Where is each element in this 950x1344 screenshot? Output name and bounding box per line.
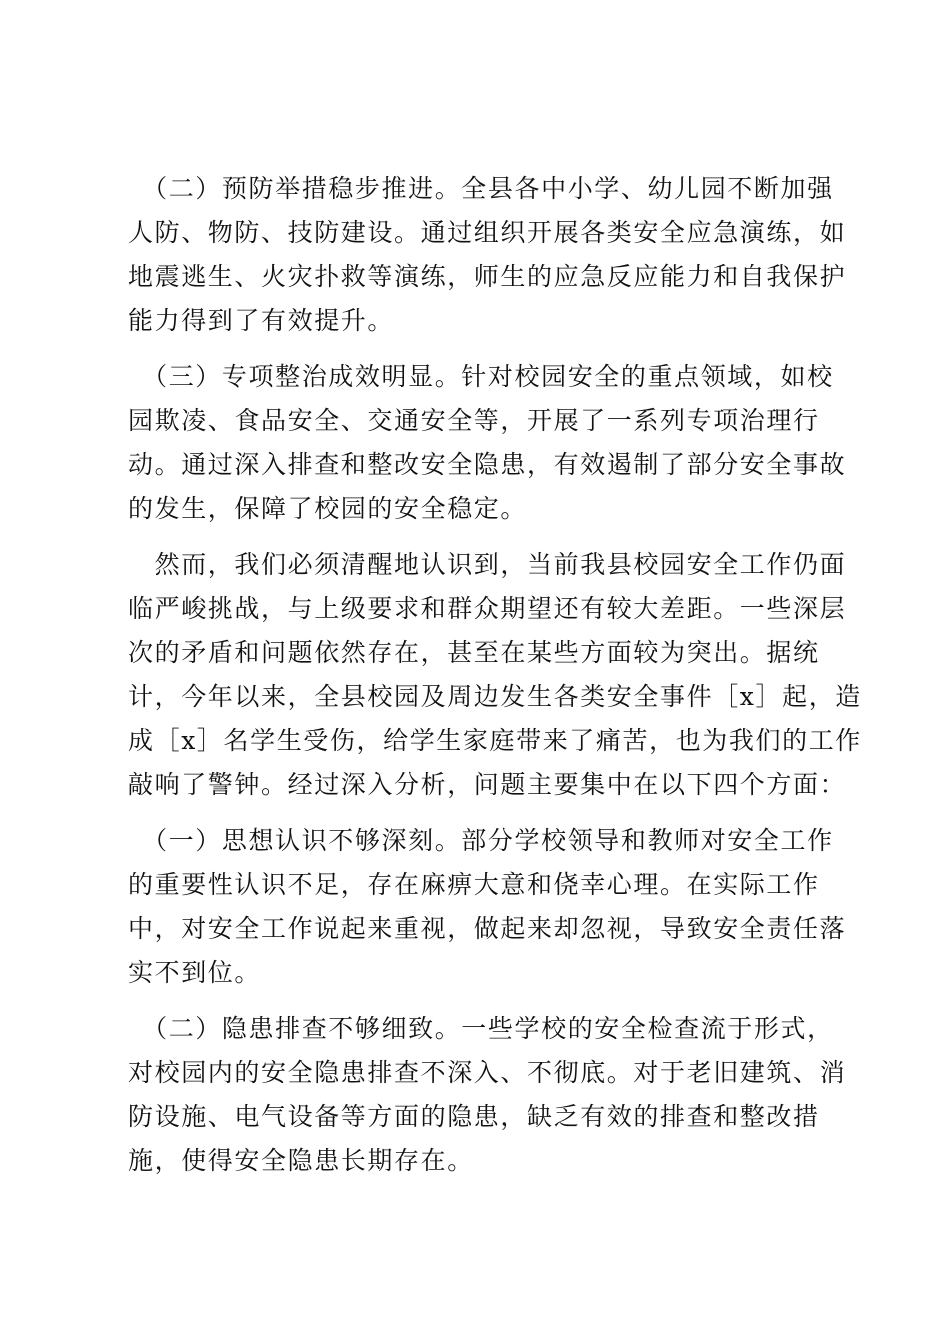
paragraph-special-rectification xyxy=(128,355,847,531)
text-line: 施，使得安全隐患长期存在。 xyxy=(128,1146,474,1175)
text-line: （二）隐患排查不够细致。一些学校的安全检查流于形式， xyxy=(128,1014,834,1043)
text-line: 实不到位。 xyxy=(128,958,262,987)
text-line: （二）预防举措稳步推进。全县各中小学、幼儿园不断加强 xyxy=(128,174,834,203)
text-line: 临严峻挑战，与上级要求和群众期望还有较大差距。一些深层 xyxy=(128,594,847,623)
text-line: 敲响了警钟。经过深入分析，问题主要集中在以下四个方面： xyxy=(128,770,847,799)
text-line: （一）思想认识不够深刻。部分学校领导和教师对安全工作 xyxy=(128,826,834,855)
text-line: 能力得到了有效提升。 xyxy=(128,306,395,335)
text-line: 地震逃生、火灾扑救等演练，师生的应急反应能力和自我保护 xyxy=(128,262,847,291)
text-line: 动。通过深入排查和整改安全隐患，有效遏制了部分安全事故 xyxy=(128,450,847,479)
text-line: （三）专项整治成效明显。针对校园安全的重点领域，如校 xyxy=(128,362,834,391)
text-line: 的重要性认识不足，存在麻痹大意和侥幸心理。在实际工作 xyxy=(128,870,820,899)
paragraph-hazard-inspection-issue xyxy=(128,1007,847,1183)
paragraph-awareness-issue xyxy=(128,819,847,995)
text-line: 中，对安全工作说起来重视，做起来却忽视，导致安全责任落 xyxy=(128,914,847,943)
text-line: 人防、物防、技防建设。通过组织开展各类安全应急演练，如 xyxy=(128,218,847,247)
text-line: 成［x］名学生受伤，给学生家庭带来了痛苦，也为我们的工作 xyxy=(128,726,862,755)
text-line: 园欺凌、食品安全、交通安全等，开展了一系列专项治理行 xyxy=(128,406,820,435)
document-body xyxy=(128,167,862,1183)
paragraph-challenges xyxy=(128,543,862,807)
text-line: 防设施、电气设备等方面的隐患，缺乏有效的排查和整改措 xyxy=(128,1102,820,1131)
text-line: 计，今年以来，全县校园及周边发生各类安全事件［x］起，造 xyxy=(128,682,862,711)
paragraph-prevention-measures xyxy=(128,167,847,343)
text-line: 的发生，保障了校园的安全稳定。 xyxy=(128,494,528,523)
text-line: 对校园内的安全隐患排查不深入、不彻底。对于老旧建筑、消 xyxy=(128,1058,847,1087)
text-line: 然而，我们必须清醒地认识到，当前我县校园安全工作仍面 xyxy=(128,550,847,579)
text-line: 次的矛盾和问题依然存在，甚至在某些方面较为突出。据统 xyxy=(128,638,820,667)
